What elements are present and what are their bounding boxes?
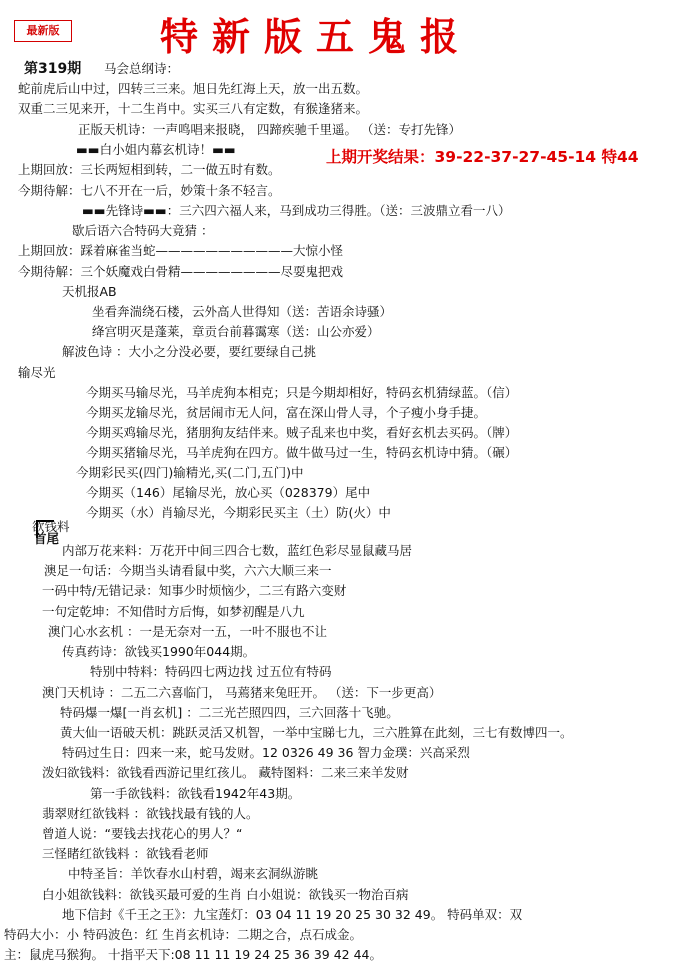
text-line: 今期买猪输尽光，马羊虎狗在四方。做牛做马过一生，特码玄机诗中猜。（碾）	[86, 445, 518, 460]
text-line: 今期买（水）肖输尽光，今期彩民买主（土）防(火）中	[86, 505, 391, 520]
text-line: 解波色诗 ：大小之分没必要，要红要绿自己挑	[62, 344, 316, 359]
text-line: 绛宫明灭是蓬莱，章贡台前暮霭寒（送：山公亦爱）	[92, 324, 380, 339]
last-draw-result: 上期开奖结果：39-22-37-27-45-14 特44	[326, 148, 639, 166]
text-line: 特别中特料：特码四七两边找 过五位有特码	[90, 664, 332, 679]
text-line: 今期待解：七八不开在一后，妙策十条不轻言。	[18, 183, 281, 198]
text-line: 白小姐欲钱料：欲钱买最可爱的生肖 白小姐说：欲钱买一物治百病	[42, 887, 409, 902]
text-line: 中特圣旨：羊饮春水山村碧，竭来玄洞纵游眺	[68, 866, 319, 881]
text-line: 上期回放：踩着麻雀当蛇———————————大惊小怪	[18, 243, 344, 258]
text-line: 今期买马输尽光，马羊虎狗本相克；只是今期却相好，特码玄机猜绿蓝。（信）	[86, 385, 518, 400]
text-line: 曾道人说：“要钱去找花心的男人？“	[42, 826, 243, 841]
text-line: 双重二三见来开，十二生肖中。实买三八有定数，有猴逢猪来。	[18, 101, 369, 116]
text-line: 一码中特/无错记录：知事少时烦恼少，二三有路六变财	[42, 583, 347, 598]
text-line: 澳足一句话：今期当头请看鼠中奖，六六大顺三来一	[44, 563, 332, 578]
text-line: 蛇前虎后山中过，四转三三来。旭日先红海上天，放一出五数。	[18, 81, 369, 96]
text-line: 澳门心水玄机 ：一是无奈对一五，一叶不服也不让	[48, 624, 327, 639]
text-line: 第一手欲钱料：欲钱看1942年43期。	[90, 786, 301, 801]
text-line: 天机报AB	[62, 284, 117, 299]
text-line: 内部万花来料：万花开中间三四合七数，蓝红色彩尽显鼠藏马居	[62, 543, 413, 558]
latest-edition-badge: 最新版	[14, 20, 72, 42]
text-line: 翡翠财红欲钱料 ：欲钱找最有钱的人。	[42, 806, 259, 821]
text-line: ▬▬白小姐内幕玄机诗！▬▬	[76, 142, 236, 157]
text-line: 今期待解：三个妖魔戏白骨精————————尽耍鬼把戏	[18, 264, 344, 279]
text-line: 坐看奔湍绕石楼，云外高人世得知（送：苦语余诗骚）	[92, 304, 393, 319]
text-line: 特码过生日：四来一来，蛇马发财。12 0326 49 36 智力金璞：兴高采烈	[62, 745, 470, 760]
text-line: 传真药诗：欲钱买1990年044期。	[62, 644, 256, 659]
text-line: 地下信封《千王之王》：九宝莲灯：03 04 11 19 20 25 30 32 49。 特码单双：双	[62, 907, 523, 922]
text-line: 正版天机诗：一声鸣唱来报晓， 四蹄疾驰千里遥。 （送：专打先锋）	[78, 122, 461, 137]
text-line: 特码爆一爆[一肖玄机] ：二三光芒照四四，三六回落十飞驰。	[60, 705, 399, 720]
text-line: 上期回放：三长两短相到转，二一做五时有数。	[18, 162, 281, 177]
text-line: 一句定乾坤：不知借时方后悔，如梦初醒是八九	[42, 604, 305, 619]
text-line: 今期买龙输尽光，贫居闹市无人问，富在深山骨人寻，个子瘦小身手捷。	[86, 405, 487, 420]
text-line: 三怪睹红欲钱料 ：欲钱看老师	[42, 846, 209, 861]
text-line: 今期彩民买(四门)输精光,买(二门,五门)中	[76, 465, 304, 480]
text-line: 特码大小：小 特码波色：红 生肖玄机诗：二期之合，点石成金。	[4, 927, 362, 942]
text-line: 黄大仙一语破天机：跳跃灵活又机智，一举中宝睇七九，三六胜算在此刻，三七有数博四一。	[60, 725, 573, 740]
text-line: 首尾	[34, 531, 60, 546]
text-line: 主：鼠虎马猴狗。 十指平天下:08 11 11 19 24 25 36 39 42 44。	[4, 947, 383, 962]
text-line: ▬▬先锋诗▬▬：三六四六福人来，马到成功三得胜。（送：三波鼎立看一八）	[82, 203, 511, 218]
text-line: 泼妇欲钱料：欲钱看西游记里红孩儿。 藏特图料：二来三来羊发财	[42, 765, 409, 780]
text-line: 今期买鸡输尽光，猪朋狗友结伴来。贼子乱来也中奖，看好玄机去买码。（牌）	[86, 425, 518, 440]
text-line: 马会总纲诗：	[104, 61, 180, 76]
text-line: 输尽光	[18, 365, 56, 380]
text-line: 今期买（146）尾输尽光，放心买（028379）尾中	[86, 485, 371, 500]
text-line: 欲钱料	[32, 519, 70, 534]
issue-number: 第319期	[24, 61, 82, 77]
page-title: 特新版五鬼报	[160, 14, 473, 59]
text-line: 歇后语六合特码大竟猜 ：	[72, 223, 214, 238]
text-line: 澳门天机诗 ：二五二六喜临门， 马蔫猪来兔旺开。 （送：下一步更高）	[42, 685, 442, 700]
